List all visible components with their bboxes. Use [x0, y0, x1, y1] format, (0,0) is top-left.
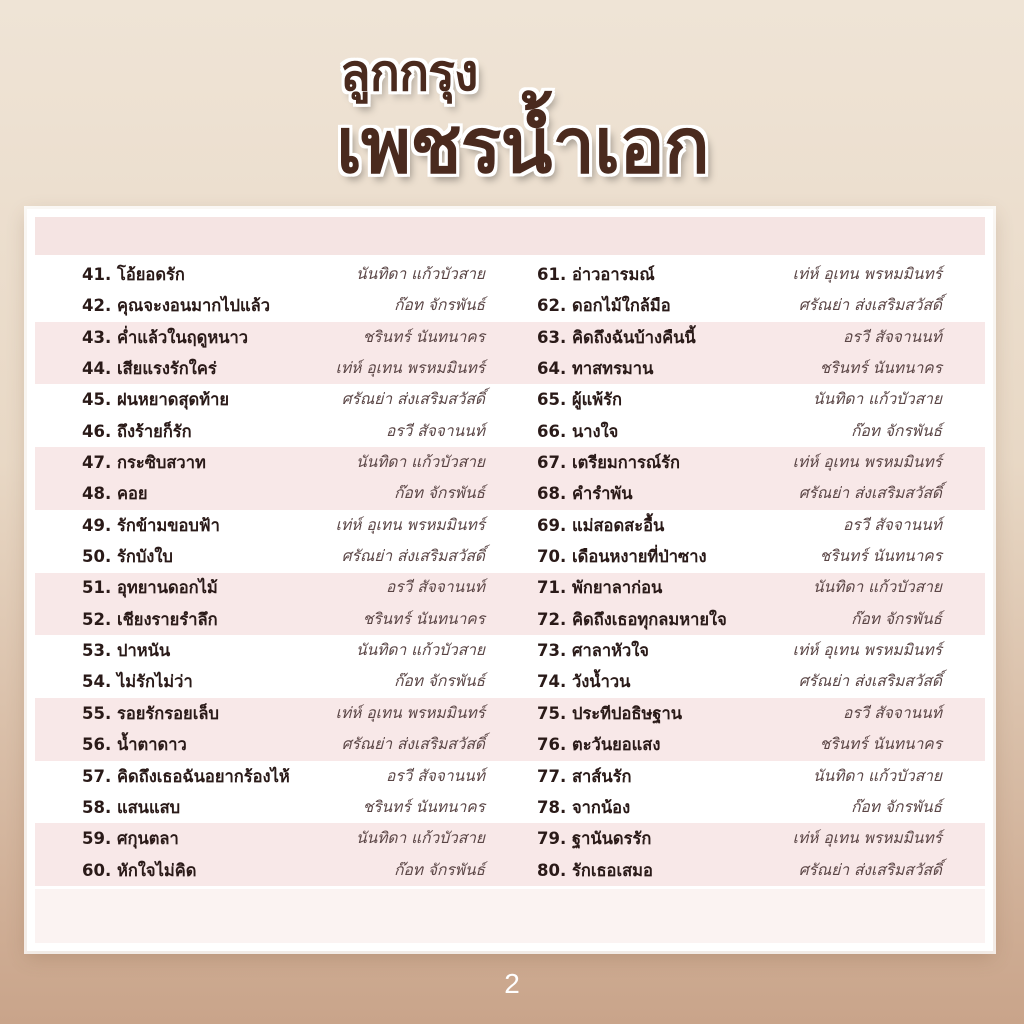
track-row — [537, 823, 997, 854]
track-artist: ชรินทร์ นันทนาคร — [819, 359, 942, 378]
track-title: 50. รักบังใบ — [82, 547, 173, 567]
track-row — [537, 761, 997, 792]
track-row — [537, 635, 997, 666]
track-title: 65. ผู้แพ้รัก — [537, 390, 623, 410]
track-artist: อรวี สัจจานนท์ — [385, 421, 485, 440]
track-row — [537, 855, 997, 886]
track-row — [537, 259, 997, 290]
header-band — [35, 217, 985, 255]
track-artist: ชรินทร์ นันทนาคร — [362, 327, 485, 346]
track-title: 48. คอย — [82, 484, 148, 504]
track-row — [82, 761, 542, 792]
track-artist: เท่ห์ อุเทน พรหมมินทร์ — [335, 359, 485, 378]
track-artist: นันทิดา แก้วบัวสาย — [813, 390, 942, 409]
track-title: 42. คุณจะงอนมากไปแล้ว — [82, 296, 271, 316]
track-title: 77. สาส์นรัก — [537, 766, 632, 786]
track-row — [82, 698, 542, 729]
track-artist: เท่ห์ อุเทน พรหมมินทร์ — [792, 641, 942, 660]
track-row — [82, 729, 542, 760]
track-title: 54. ไม่รักไม่ว่า — [82, 672, 193, 692]
track-artist: ชรินทร์ นันทนาคร — [362, 609, 485, 628]
tracklist-left-column — [82, 259, 542, 886]
track-title: 46. ถึงร้ายก็รัก — [82, 421, 192, 441]
track-artist: อรวี สัจจานนท์ — [842, 327, 942, 346]
track-row — [537, 604, 997, 635]
track-artist: ศรัณย่า ส่งเสริมสวัสดิ์ — [798, 860, 942, 879]
track-artist: ก๊อท จักรพันธ์ — [394, 672, 485, 691]
track-artist: ก๊อท จักรพันธ์ — [394, 296, 485, 315]
track-row — [537, 729, 997, 760]
track-title: 45. ฝนหยาดสุดท้าย — [82, 390, 230, 410]
track-row — [537, 416, 997, 447]
track-row — [82, 259, 542, 290]
track-row — [537, 447, 997, 478]
footer-band — [35, 889, 985, 943]
track-artist: อรวี สัจจานนท์ — [385, 578, 485, 597]
track-row — [82, 447, 542, 478]
track-artist: เท่ห์ อุเทน พรหมมินทร์ — [792, 453, 942, 472]
track-title: 57. คิดถึงเธอฉันอยากร้องไห้ — [82, 766, 290, 786]
track-artist: นันทิดา แก้วบัวสาย — [356, 641, 485, 660]
track-title: 76. ตะวันยอแสง — [537, 735, 661, 755]
track-row — [82, 478, 542, 509]
track-row — [82, 290, 542, 321]
track-row — [537, 572, 997, 603]
album-logo — [336, 34, 756, 190]
logo-line-2: เพชรน้ำเอก — [336, 101, 709, 190]
track-title: 53. ปาหนัน — [82, 641, 171, 661]
track-artist: อรวี สัจจานนท์ — [842, 703, 942, 722]
track-artist: เท่ห์ อุเทน พรหมมินทร์ — [792, 829, 942, 848]
tracklist-right-column — [537, 259, 997, 886]
track-title: 62. ดอกไม้ใกล้มือ — [537, 296, 671, 316]
track-row — [537, 384, 997, 415]
track-title: 79. ฐานันดรรัก — [537, 829, 652, 849]
track-title: 44. เสียแรงรักใคร่ — [82, 359, 217, 379]
track-row — [537, 666, 997, 697]
track-artist: อรวี สัจจานนท์ — [385, 766, 485, 785]
track-title: 59. ศกุนตลา — [82, 829, 179, 849]
track-title: 69. แม่สอดสะอื้น — [537, 515, 665, 535]
track-artist: ก๊อท จักรพันธ์ — [394, 484, 485, 503]
track-artist: ศรัณย่า ส่งเสริมสวัสดิ์ — [341, 735, 485, 754]
track-artist: ศรัณย่า ส่งเสริมสวัสดิ์ — [798, 484, 942, 503]
track-row — [82, 792, 542, 823]
track-row — [537, 353, 997, 384]
track-title: 73. ศาลาหัวใจ — [537, 641, 649, 661]
track-title: 78. จากน้อง — [537, 797, 631, 817]
track-row — [82, 353, 542, 384]
track-artist: นันทิดา แก้วบัวสาย — [356, 265, 485, 283]
track-artist: นันทิดา แก้วบัวสาย — [813, 578, 942, 597]
track-row — [537, 698, 997, 729]
track-title: 49. รักข้ามขอบฟ้า — [82, 515, 220, 535]
track-row — [82, 823, 542, 854]
track-artist: นันทิดา แก้วบัวสาย — [356, 829, 485, 848]
page-number: 2 — [504, 968, 520, 999]
track-title: 64. ทาสทรมาน — [537, 359, 654, 379]
track-title: 68. คำรำพัน — [537, 484, 633, 504]
track-artist: นันทิดา แก้วบัวสาย — [356, 453, 485, 472]
track-row — [82, 322, 542, 353]
track-title: 71. พักยาลาก่อน — [537, 578, 663, 598]
track-row — [537, 290, 997, 321]
track-artist: ศรัณย่า ส่งเสริมสวัสดิ์ — [341, 547, 485, 566]
track-artist: เท่ห์ อุเทน พรหมมินทร์ — [335, 515, 485, 534]
tracklist-card — [27, 209, 993, 951]
track-title: 43. ค่ำแล้วในฤดูหนาว — [82, 327, 249, 347]
track-artist: ก๊อท จักรพันธ์ — [851, 797, 942, 816]
track-row — [537, 541, 997, 572]
track-artist: เท่ห์ อุเทน พรหมมินทร์ — [335, 703, 485, 722]
track-row — [82, 635, 542, 666]
track-artist: ศรัณย่า ส่งเสริมสวัสดิ์ — [798, 296, 942, 315]
track-title: 63. คิดถึงฉันบ้างคืนนี้ — [537, 327, 696, 347]
track-row — [82, 416, 542, 447]
track-row — [82, 541, 542, 572]
track-artist: ก๊อท จักรพันธ์ — [394, 860, 485, 879]
track-row — [537, 510, 997, 541]
track-title: 58. แสนแสบ — [82, 797, 181, 817]
track-title: 55. รอยรักรอยเล็บ — [82, 703, 219, 723]
track-artist: นันทิดา แก้วบัวสาย — [813, 766, 942, 785]
track-row — [82, 666, 542, 697]
track-artist: อรวี สัจจานนท์ — [842, 515, 942, 534]
track-row — [82, 572, 542, 603]
track-title: 66. นางใจ — [537, 421, 619, 441]
track-title: 56. น้ำตาดาว — [82, 735, 187, 755]
track-artist: ชรินทร์ นันทนาคร — [819, 735, 942, 754]
logo-line-1: ลูกกรุง — [340, 44, 478, 102]
track-title: 80. รักเธอเสมอ — [537, 860, 653, 880]
track-title: 47. กระซิบสวาท — [82, 453, 206, 473]
track-artist: ศรัณย่า ส่งเสริมสวัสดิ์ — [341, 390, 485, 409]
track-artist: เท่ห์ อุเทน พรหมมินทร์ — [792, 265, 942, 283]
track-artist: ก๊อท จักรพันธ์ — [851, 421, 942, 440]
track-title: 75. ประทีปอธิษฐาน — [537, 703, 683, 723]
track-artist: ชรินทร์ นันทนาคร — [819, 547, 942, 566]
track-title: 60. หักใจไม่คิด — [82, 860, 197, 880]
track-row — [82, 604, 542, 635]
track-artist: ศรัณย่า ส่งเสริมสวัสดิ์ — [798, 672, 942, 691]
track-row — [82, 855, 542, 886]
track-artist: ชรินทร์ นันทนาคร — [362, 797, 485, 816]
track-row — [537, 322, 997, 353]
track-title: 52. เชียงรายรำลึก — [82, 609, 218, 629]
track-row — [537, 478, 997, 509]
track-title: 51. อุทยานดอกไม้ — [82, 578, 218, 598]
track-title: 74. วังน้ำวน — [537, 672, 631, 692]
track-artist: ก๊อท จักรพันธ์ — [851, 609, 942, 628]
track-title: 61. อ่าวอารมณ์ — [537, 265, 655, 284]
track-row — [537, 792, 997, 823]
track-title: 72. คิดถึงเธอทุกลมหายใจ — [537, 609, 727, 629]
track-row — [82, 510, 542, 541]
track-title: 41. โอ้ยอดรัก — [82, 265, 185, 284]
track-row — [82, 384, 542, 415]
track-title: 70. เดือนหงายที่ป่าซาง — [537, 547, 707, 567]
track-title: 67. เตรียมการณ์รัก — [537, 453, 681, 473]
